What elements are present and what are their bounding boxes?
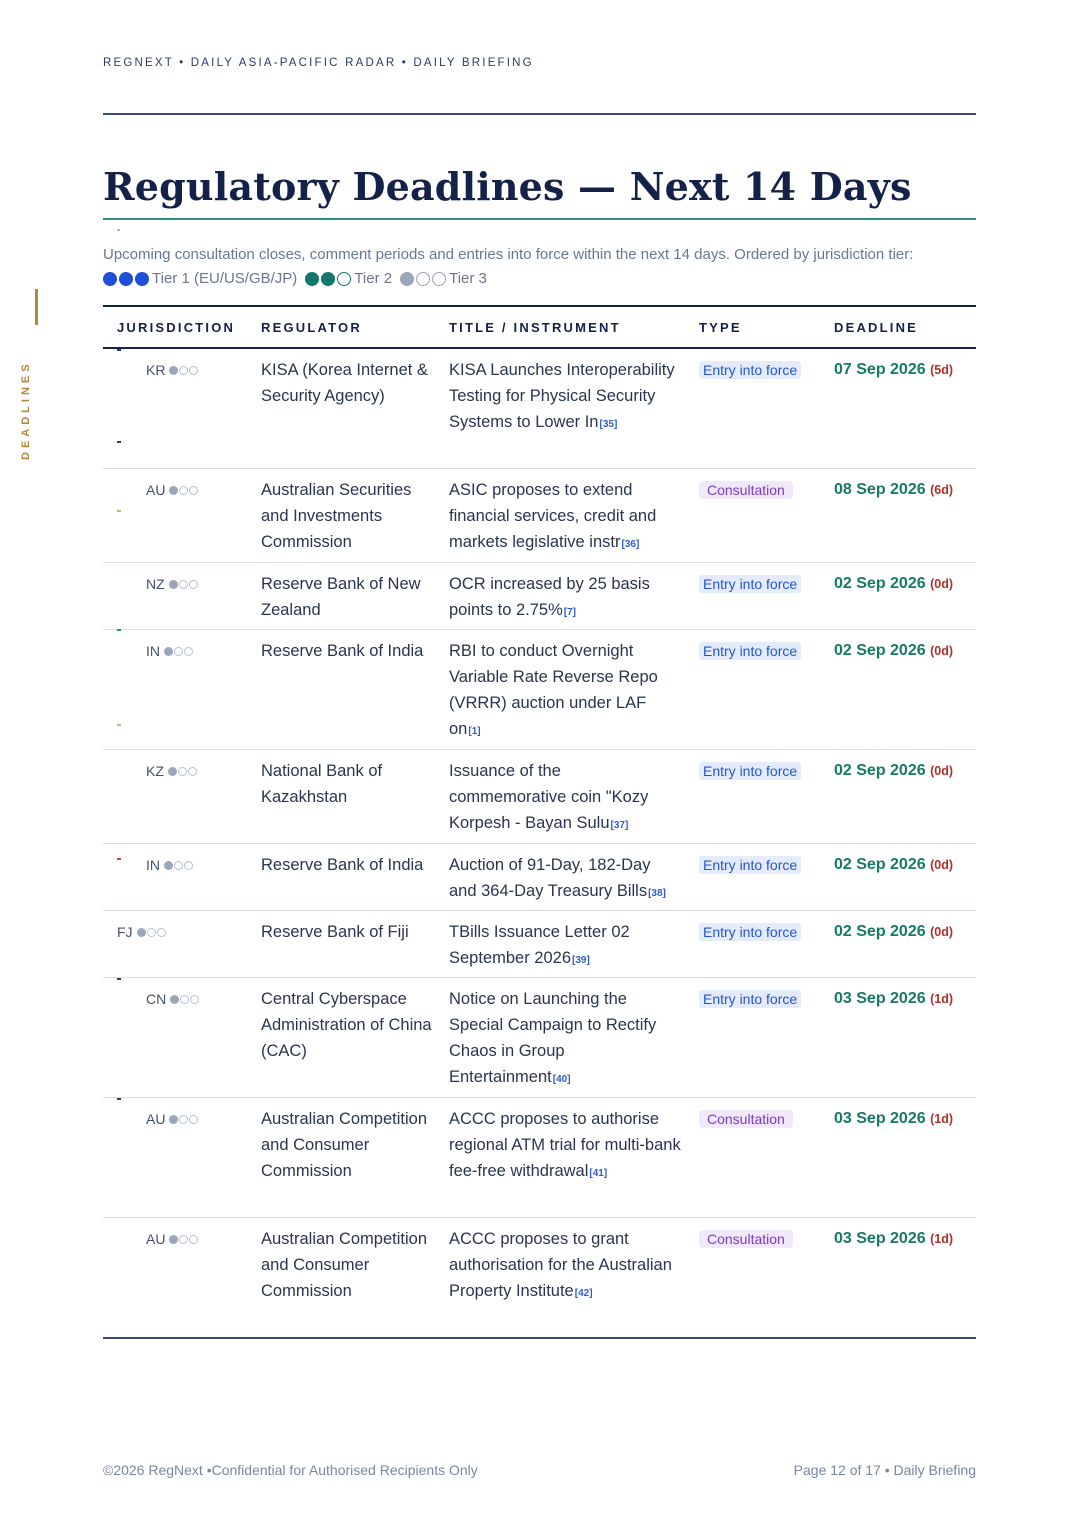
header-jurisdiction: JURISDICTION	[117, 320, 236, 335]
intro-paragraph	[103, 243, 983, 294]
deadline-cell	[834, 477, 953, 503]
tier-dot-icon	[189, 1235, 198, 1244]
type-cell	[699, 986, 809, 1012]
row-marker-tick	[117, 441, 121, 443]
deadline-date: 08 Sep 2026	[834, 481, 926, 498]
row-marker-tick	[117, 510, 121, 512]
deadline-date: 03 Sep 2026	[834, 1110, 926, 1127]
tier-dots-icon	[103, 272, 149, 286]
table-row	[103, 911, 976, 978]
header-type: TYPE	[699, 320, 742, 335]
tier-dot-icon	[190, 995, 199, 1004]
tier-dot-icon	[174, 861, 183, 870]
tier-dot-icon	[103, 272, 117, 286]
table-row	[103, 1098, 976, 1218]
type-cell	[699, 919, 809, 945]
type-badge: Entry into force	[699, 762, 801, 780]
tier-indicator-icon	[170, 995, 200, 1004]
days-remaining: (0d)	[930, 577, 953, 591]
table-row	[103, 978, 976, 1098]
deadline-date: 03 Sep 2026	[834, 1230, 926, 1247]
tier-dot-icon	[170, 995, 179, 1004]
tier-dot-icon	[179, 366, 188, 375]
instrument-cell	[449, 477, 681, 558]
days-remaining: (0d)	[930, 644, 953, 658]
deadline-date: 02 Sep 2026	[834, 923, 926, 940]
jurisdiction-cell	[117, 924, 167, 940]
title-divider	[103, 218, 976, 220]
citation-link[interactable]: [40]	[552, 1074, 571, 1085]
jurisdiction-cell	[146, 857, 194, 873]
tier-indicator-icon	[169, 1235, 199, 1244]
tier-dot-icon	[321, 272, 335, 286]
regulator-cell: Reserve Bank of India	[261, 642, 424, 660]
instrument-title: ASIC proposes to extend financial services, credit and markets legislative instr	[449, 481, 657, 551]
type-badge: Entry into force	[699, 575, 801, 593]
type-badge: Entry into force	[699, 923, 801, 941]
tier-legend	[103, 270, 495, 290]
days-remaining: (6d)	[930, 483, 953, 497]
type-badge: Consultation	[699, 1110, 793, 1128]
tier-dot-icon	[189, 1115, 198, 1124]
tier-dot-icon	[135, 272, 149, 286]
jurisdiction-code: CN	[146, 991, 167, 1007]
tier-dot-icon	[400, 272, 414, 286]
instrument-title: RBI to conduct Overnight Variable Rate Reverse Repo (VRRR) auction under LAF on	[449, 642, 658, 738]
jurisdiction-code: AU	[146, 1111, 166, 1127]
tier-dot-icon	[189, 366, 198, 375]
days-remaining: (1d)	[930, 1232, 953, 1246]
type-badge: Entry into force	[699, 361, 801, 379]
section-label: DEADLINES	[20, 360, 32, 460]
row-marker-tick	[117, 349, 121, 351]
deadline-date: 02 Sep 2026	[834, 856, 926, 873]
tier-dot-icon	[169, 486, 178, 495]
tier-dot-icon	[147, 928, 156, 937]
regulator-cell: Reserve Bank of Fiji	[261, 923, 409, 941]
tier-dot-icon	[432, 272, 446, 286]
jurisdiction-cell	[146, 991, 200, 1007]
tier-dot-icon	[337, 272, 351, 286]
tier-dot-icon	[305, 272, 319, 286]
citation-link[interactable]: [42]	[574, 1288, 593, 1299]
tier-dot-icon	[169, 580, 178, 589]
tier-dots-icon	[400, 272, 446, 286]
regulator-cell: National Bank of Kazakhstan	[261, 762, 383, 806]
row-marker-tick	[117, 858, 121, 860]
tier-indicator-icon	[169, 1115, 199, 1124]
citation-link[interactable]: [38]	[648, 888, 666, 899]
footer-page-number: Page 12 of 17 • Daily Briefing	[793, 1462, 976, 1478]
instrument-cell	[449, 758, 681, 839]
tier-dot-icon	[179, 580, 188, 589]
deadline-cell	[834, 986, 953, 1012]
intro-text: Upcoming consultation closes, comment periods and entries into force within the next 14 days. Ordered by jurisdiction tier:	[103, 246, 914, 263]
citation-link[interactable]: [7]	[563, 607, 576, 618]
tier-legend-item	[103, 267, 297, 291]
table-row	[103, 349, 976, 469]
type-cell	[699, 571, 809, 597]
citation-link[interactable]: [41]	[589, 1168, 608, 1179]
tier-dot-icon	[179, 1235, 188, 1244]
tier-indicator-icon	[164, 861, 194, 870]
instrument-title: Notice on Launching the Special Campaign to Rectify Chaos in Group Entertainment	[449, 990, 657, 1086]
tier-legend-item	[400, 267, 487, 291]
regulator-cell: Central Cyberspace Administration of China (CAC)	[261, 990, 432, 1060]
tier-dot-icon	[180, 995, 189, 1004]
deadline-cell	[834, 1106, 953, 1132]
jurisdiction-code: KZ	[146, 763, 164, 779]
deadline-cell	[834, 852, 953, 878]
jurisdiction-cell	[146, 362, 199, 378]
tier-dot-icon	[179, 486, 188, 495]
days-remaining: (0d)	[930, 925, 953, 939]
tier-legend-label: Tier 3	[449, 270, 487, 287]
instrument-cell	[449, 986, 681, 1093]
regulator-cell: Reserve Bank of India	[261, 856, 424, 874]
tier-dots-icon	[305, 272, 351, 286]
citation-link[interactable]: [36]	[621, 539, 640, 550]
tier-indicator-icon	[164, 647, 194, 656]
type-badge: Consultation	[699, 1230, 793, 1248]
tier-indicator-icon	[137, 928, 167, 937]
table-row	[103, 750, 976, 844]
row-marker-tick	[117, 1098, 121, 1100]
title-accent-dot	[117, 229, 120, 231]
deadline-cell	[834, 1226, 953, 1252]
citation-link[interactable]: [39]	[572, 955, 590, 966]
table-row	[103, 844, 976, 911]
deadline-date: 03 Sep 2026	[834, 990, 926, 1007]
row-marker-tick	[117, 724, 121, 726]
instrument-title: Issuance of the commemorative coin "Kozy Korpesh - Bayan Sulu	[449, 762, 649, 832]
days-remaining: (0d)	[930, 764, 953, 778]
instrument-title: TBills Issuance Letter 02 September 2026	[449, 923, 630, 967]
citation-link[interactable]: [37]	[610, 820, 629, 831]
table-row	[103, 630, 976, 750]
regulator-cell: Reserve Bank of New Zealand	[261, 575, 421, 619]
header-deadline: DEADLINE	[834, 320, 919, 335]
tier-indicator-icon	[169, 366, 199, 375]
tier-dot-icon	[137, 928, 146, 937]
jurisdiction-code: KR	[146, 362, 166, 378]
deadlines-table-body	[103, 349, 976, 1339]
deadline-cell	[834, 571, 953, 597]
header-instrument: TITLE / INSTRUMENT	[449, 320, 621, 335]
header-regulator: REGULATOR	[261, 320, 362, 335]
type-cell	[699, 357, 809, 383]
tier-dot-icon	[164, 647, 173, 656]
type-badge: Entry into force	[699, 990, 801, 1008]
deadline-date: 02 Sep 2026	[834, 762, 926, 779]
jurisdiction-code: IN	[146, 643, 160, 659]
tier-dot-icon	[169, 1115, 178, 1124]
tier-indicator-icon	[169, 486, 199, 495]
instrument-cell	[449, 357, 681, 438]
type-cell	[699, 1106, 809, 1132]
deadline-date: 02 Sep 2026	[834, 642, 926, 659]
deadline-cell	[834, 919, 953, 945]
type-cell	[699, 852, 809, 878]
citation-link[interactable]: [1]	[468, 726, 481, 737]
instrument-cell	[449, 919, 681, 974]
jurisdiction-cell	[146, 576, 199, 592]
instrument-title: ACCC proposes to authorise regional ATM trial for multi-bank fee-free withdrawal	[449, 1110, 681, 1180]
tier-dot-icon	[189, 486, 198, 495]
type-cell	[699, 638, 809, 664]
running-header: REGNEXT • DAILY ASIA-PACIFIC RADAR • DAILY BRIEFING	[103, 57, 534, 69]
tier-dot-icon	[169, 366, 178, 375]
tier-dot-icon	[168, 767, 177, 776]
regulator-cell: Australian Competition and Consumer Commission	[261, 1230, 427, 1300]
instrument-cell	[449, 638, 681, 745]
instrument-title: ACCC proposes to grant authorisation for the Australian Property Institute	[449, 1230, 672, 1300]
tier-legend-label: Tier 1 (EU/US/GB/JP)	[152, 270, 298, 287]
citation-link[interactable]: [35]	[599, 419, 618, 430]
tier-dot-icon	[416, 272, 430, 286]
tier-dot-icon	[119, 272, 133, 286]
regulator-cell: KISA (Korea Internet & Security Agency)	[261, 361, 428, 405]
tier-dot-icon	[157, 928, 166, 937]
tier-legend-item	[305, 267, 392, 291]
tier-legend-label: Tier 2	[354, 270, 393, 287]
deadline-cell	[834, 758, 953, 784]
days-remaining: (5d)	[930, 363, 953, 377]
row-marker-tick	[117, 978, 121, 980]
tier-dot-icon	[179, 1115, 188, 1124]
type-cell	[699, 477, 809, 503]
deadline-cell	[834, 638, 953, 664]
instrument-cell	[449, 1106, 681, 1187]
tier-indicator-icon	[168, 767, 198, 776]
instrument-title: KISA Launches Interoperability Testing for Physical Security Systems to Lower In	[449, 361, 675, 431]
regulator-cell: Australian Competition and Consumer Commission	[261, 1110, 427, 1180]
tier-indicator-icon	[169, 580, 199, 589]
page-title: Regulatory Deadlines — Next 14 Days	[103, 164, 912, 209]
jurisdiction-cell	[146, 763, 198, 779]
instrument-title: OCR increased by 25 basis points to 2.75%	[449, 575, 650, 619]
jurisdiction-code: NZ	[146, 576, 165, 592]
instrument-title: Auction of 91-Day, 182-Day and 364-Day Treasury Bills	[449, 856, 651, 900]
instrument-cell	[449, 571, 681, 626]
jurisdiction-cell	[146, 482, 199, 498]
days-remaining: (0d)	[930, 858, 953, 872]
type-badge: Entry into force	[699, 856, 801, 874]
tier-dot-icon	[184, 647, 193, 656]
days-remaining: (1d)	[930, 1112, 953, 1126]
deadline-date: 07 Sep 2026	[834, 361, 926, 378]
jurisdiction-code: FJ	[117, 924, 133, 940]
tier-dot-icon	[189, 580, 198, 589]
tier-dot-icon	[188, 767, 197, 776]
header-divider	[103, 113, 976, 115]
deadline-date: 02 Sep 2026	[834, 575, 926, 592]
tier-dot-icon	[178, 767, 187, 776]
instrument-cell	[449, 1226, 681, 1307]
footer-copyright: ©2026 RegNext •Confidential for Authorised Recipients Only	[103, 1462, 478, 1478]
section-marker-bar	[35, 289, 38, 325]
tier-dot-icon	[184, 861, 193, 870]
instrument-cell	[449, 852, 681, 907]
jurisdiction-cell	[146, 643, 194, 659]
tier-dot-icon	[164, 861, 173, 870]
jurisdiction-cell	[146, 1231, 199, 1247]
jurisdiction-code: AU	[146, 482, 166, 498]
tier-dot-icon	[169, 1235, 178, 1244]
tier-dot-icon	[174, 647, 183, 656]
jurisdiction-cell	[146, 1111, 199, 1127]
jurisdiction-code: IN	[146, 857, 160, 873]
type-badge: Consultation	[699, 481, 793, 499]
type-cell	[699, 758, 809, 784]
table-row	[103, 469, 976, 563]
table-row	[103, 1218, 976, 1339]
jurisdiction-code: AU	[146, 1231, 166, 1247]
days-remaining: (1d)	[930, 992, 953, 1006]
table-header	[103, 307, 976, 349]
type-badge: Entry into force	[699, 642, 801, 660]
deadline-cell	[834, 357, 953, 383]
type-cell	[699, 1226, 809, 1252]
table-row	[103, 563, 976, 630]
regulator-cell: Australian Securities and Investments Commission	[261, 481, 412, 551]
